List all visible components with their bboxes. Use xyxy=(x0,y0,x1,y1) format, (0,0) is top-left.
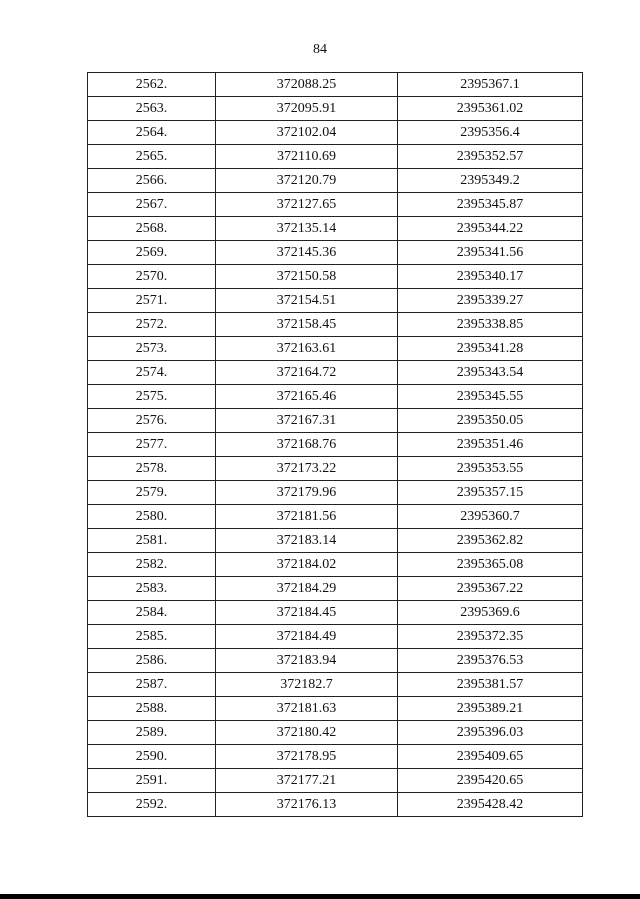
y-coordinate-cell: 2395389.21 xyxy=(398,697,583,721)
y-coordinate-cell: 2395341.28 xyxy=(398,337,583,361)
point-number-cell: 2579. xyxy=(88,481,216,505)
table-row xyxy=(88,697,583,721)
x-coordinate-cell: 372102.04 xyxy=(216,121,398,145)
x-coordinate-cell: 372163.61 xyxy=(216,337,398,361)
page-bottom-edge xyxy=(0,894,640,899)
point-number-cell: 2562. xyxy=(88,73,216,97)
y-coordinate-cell: 2395353.55 xyxy=(398,457,583,481)
point-number-cell: 2583. xyxy=(88,577,216,601)
y-coordinate-cell: 2395338.85 xyxy=(398,313,583,337)
x-coordinate-cell: 372135.14 xyxy=(216,217,398,241)
x-coordinate-cell: 372154.51 xyxy=(216,289,398,313)
point-number-cell: 2588. xyxy=(88,697,216,721)
table-row xyxy=(88,313,583,337)
x-coordinate-cell: 372179.96 xyxy=(216,481,398,505)
table-row xyxy=(88,409,583,433)
y-coordinate-cell: 2395409.65 xyxy=(398,745,583,769)
x-coordinate-cell: 372180.42 xyxy=(216,721,398,745)
y-coordinate-cell: 2395376.53 xyxy=(398,649,583,673)
x-coordinate-cell: 372158.45 xyxy=(216,313,398,337)
x-coordinate-cell: 372168.76 xyxy=(216,433,398,457)
table-row xyxy=(88,73,583,97)
x-coordinate-cell: 372145.36 xyxy=(216,241,398,265)
point-number-cell: 2585. xyxy=(88,625,216,649)
x-coordinate-cell: 372150.58 xyxy=(216,265,398,289)
point-number-cell: 2567. xyxy=(88,193,216,217)
point-number-cell: 2573. xyxy=(88,337,216,361)
table-row xyxy=(88,241,583,265)
table-row xyxy=(88,673,583,697)
point-number-cell: 2569. xyxy=(88,241,216,265)
y-coordinate-cell: 2395350.05 xyxy=(398,409,583,433)
point-number-cell: 2571. xyxy=(88,289,216,313)
table-row xyxy=(88,649,583,673)
table-row xyxy=(88,121,583,145)
table-row xyxy=(88,457,583,481)
table-row xyxy=(88,721,583,745)
table-row xyxy=(88,505,583,529)
table-row xyxy=(88,553,583,577)
x-coordinate-cell: 372182.7 xyxy=(216,673,398,697)
point-number-cell: 2563. xyxy=(88,97,216,121)
x-coordinate-cell: 372173.22 xyxy=(216,457,398,481)
point-number-cell: 2572. xyxy=(88,313,216,337)
y-coordinate-cell: 2395357.15 xyxy=(398,481,583,505)
table-row xyxy=(88,361,583,385)
point-number-cell: 2566. xyxy=(88,169,216,193)
table-row xyxy=(88,145,583,169)
x-coordinate-cell: 372177.21 xyxy=(216,769,398,793)
table-row xyxy=(88,289,583,313)
y-coordinate-cell: 2395361.02 xyxy=(398,97,583,121)
x-coordinate-cell: 372183.14 xyxy=(216,529,398,553)
x-coordinate-cell: 372127.65 xyxy=(216,193,398,217)
y-coordinate-cell: 2395345.55 xyxy=(398,385,583,409)
y-coordinate-cell: 2395343.54 xyxy=(398,361,583,385)
y-coordinate-cell: 2395365.08 xyxy=(398,553,583,577)
point-number-cell: 2564. xyxy=(88,121,216,145)
table-row xyxy=(88,529,583,553)
y-coordinate-cell: 2395356.4 xyxy=(398,121,583,145)
point-number-cell: 2581. xyxy=(88,529,216,553)
y-coordinate-cell: 2395372.35 xyxy=(398,625,583,649)
table-row xyxy=(88,481,583,505)
point-number-cell: 2589. xyxy=(88,721,216,745)
table-row xyxy=(88,193,583,217)
y-coordinate-cell: 2395345.87 xyxy=(398,193,583,217)
point-number-cell: 2570. xyxy=(88,265,216,289)
point-number-cell: 2575. xyxy=(88,385,216,409)
y-coordinate-cell: 2395369.6 xyxy=(398,601,583,625)
table-row xyxy=(88,745,583,769)
point-number-cell: 2565. xyxy=(88,145,216,169)
point-number-cell: 2592. xyxy=(88,793,216,817)
x-coordinate-cell: 372176.13 xyxy=(216,793,398,817)
y-coordinate-cell: 2395420.65 xyxy=(398,769,583,793)
point-number-cell: 2576. xyxy=(88,409,216,433)
point-number-cell: 2584. xyxy=(88,601,216,625)
x-coordinate-cell: 372184.29 xyxy=(216,577,398,601)
x-coordinate-cell: 372184.45 xyxy=(216,601,398,625)
page-number: 84 xyxy=(313,42,327,57)
x-coordinate-cell: 372095.91 xyxy=(216,97,398,121)
x-coordinate-cell: 372181.63 xyxy=(216,697,398,721)
table-row xyxy=(88,433,583,457)
point-number-cell: 2580. xyxy=(88,505,216,529)
point-number-cell: 2587. xyxy=(88,673,216,697)
x-coordinate-cell: 372184.02 xyxy=(216,553,398,577)
y-coordinate-cell: 2395351.46 xyxy=(398,433,583,457)
table-row xyxy=(88,625,583,649)
y-coordinate-cell: 2395349.2 xyxy=(398,169,583,193)
y-coordinate-cell: 2395344.22 xyxy=(398,217,583,241)
x-coordinate-cell: 372120.79 xyxy=(216,169,398,193)
y-coordinate-cell: 2395360.7 xyxy=(398,505,583,529)
coordinates-table xyxy=(87,72,583,817)
x-coordinate-cell: 372088.25 xyxy=(216,73,398,97)
table-row xyxy=(88,217,583,241)
table-row xyxy=(88,577,583,601)
table-row xyxy=(88,793,583,817)
table-row xyxy=(88,97,583,121)
x-coordinate-cell: 372178.95 xyxy=(216,745,398,769)
table-row xyxy=(88,337,583,361)
y-coordinate-cell: 2395367.22 xyxy=(398,577,583,601)
point-number-cell: 2577. xyxy=(88,433,216,457)
y-coordinate-cell: 2395381.57 xyxy=(398,673,583,697)
y-coordinate-cell: 2395339.27 xyxy=(398,289,583,313)
y-coordinate-cell: 2395428.42 xyxy=(398,793,583,817)
point-number-cell: 2590. xyxy=(88,745,216,769)
table-row xyxy=(88,769,583,793)
y-coordinate-cell: 2395340.17 xyxy=(398,265,583,289)
point-number-cell: 2591. xyxy=(88,769,216,793)
table-row xyxy=(88,169,583,193)
x-coordinate-cell: 372181.56 xyxy=(216,505,398,529)
x-coordinate-cell: 372167.31 xyxy=(216,409,398,433)
x-coordinate-cell: 372164.72 xyxy=(216,361,398,385)
y-coordinate-cell: 2395362.82 xyxy=(398,529,583,553)
point-number-cell: 2586. xyxy=(88,649,216,673)
point-number-cell: 2582. xyxy=(88,553,216,577)
y-coordinate-cell: 2395352.57 xyxy=(398,145,583,169)
table-row xyxy=(88,385,583,409)
x-coordinate-cell: 372183.94 xyxy=(216,649,398,673)
x-coordinate-cell: 372110.69 xyxy=(216,145,398,169)
y-coordinate-cell: 2395341.56 xyxy=(398,241,583,265)
point-number-cell: 2568. xyxy=(88,217,216,241)
x-coordinate-cell: 372184.49 xyxy=(216,625,398,649)
point-number-cell: 2578. xyxy=(88,457,216,481)
y-coordinate-cell: 2395396.03 xyxy=(398,721,583,745)
table-row xyxy=(88,265,583,289)
point-number-cell: 2574. xyxy=(88,361,216,385)
y-coordinate-cell: 2395367.1 xyxy=(398,73,583,97)
table-row xyxy=(88,601,583,625)
coordinates-table-body xyxy=(88,73,583,817)
x-coordinate-cell: 372165.46 xyxy=(216,385,398,409)
